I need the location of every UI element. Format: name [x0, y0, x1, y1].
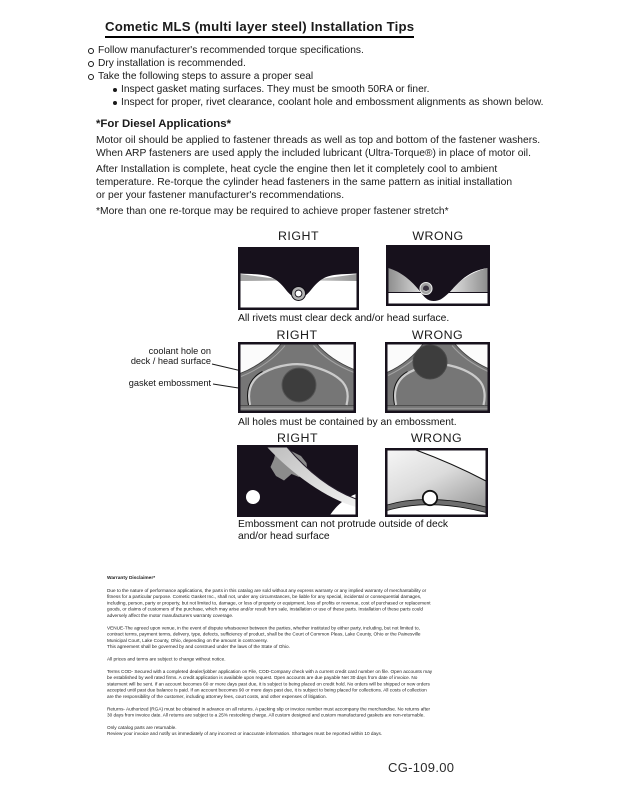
figure3-wrong-label: WRONG	[410, 431, 463, 445]
text-line: are the responsibility of the customer, including attorney fees, court costs, and other expenses of litigation.	[107, 693, 327, 699]
dot-bullet-icon	[113, 88, 117, 92]
annotation-gasket-embossment	[100, 378, 211, 388]
text-line: After Installation is complete, heat cycle the engine then let it completely cool to ambient	[96, 164, 498, 175]
text-line: VENUE-The agreed upon venue, in the event of dispute whatsoever between the parties, whether instituted by either party, including, but not limited to,	[107, 624, 420, 631]
text-line: All prices and terms are subject to change without notice.	[107, 655, 226, 662]
text-line: When ARP fasteners are used apply the included lubricant (Ultra-Torque®) in place of motor oil.	[96, 148, 531, 159]
text-line: accepted until past due balance is paid. If an account becomes 90 or more days past due, it is subject to being placed for collections. All costs of collection	[107, 687, 427, 693]
bolt-hole	[423, 491, 437, 505]
bullet-item	[88, 45, 543, 58]
text-line: Due to the nature of performance applications, the parts in this catalog are sold without any express warranty or any implied warranty of merchantability or	[107, 587, 427, 593]
text-line: Municipal Court, Lake County, Ohio, depending on the amount in controversy.	[107, 637, 268, 643]
figure1-right-label: RIGHT	[277, 229, 320, 243]
terms-cod-paragraph	[107, 668, 522, 699]
bullet-text: Inspect gasket mating surfaces. They must be smooth 50RA or finer.	[121, 83, 430, 95]
diagram-rivet-clearance-wrong	[386, 245, 490, 306]
text-line: temperature. Re-torque the cylinder head fasteners in the same pattern as initial installation	[96, 177, 513, 188]
figure3-right-label: RIGHT	[276, 431, 319, 445]
text-line: statement will be sent. If an account becomes 60 or more days past due, it is subject to being placed on credit hold. No orders will be shipped or new orders	[107, 680, 430, 687]
diagram-embossment-right	[238, 342, 356, 413]
text-line: 30 days from invoice date. All returns are subject to a 25% restocking charge. All custom designed and custom manufactured gaskets are non-returnable.	[107, 712, 425, 718]
figure2-right-label: RIGHT	[276, 328, 318, 342]
coolant-hole	[282, 368, 316, 402]
venue-paragraph	[107, 625, 522, 650]
sub-bullet-item	[88, 97, 543, 110]
diagram-protrusion-wrong	[385, 448, 488, 517]
bullet-text: Dry installation is recommended.	[98, 57, 246, 69]
text-line: including, person, party or property, but not limited to, damage, or loss of property or equipment, loss of profits or revenue, cost of purchased or replacement	[107, 599, 431, 606]
annotation-text: deck / head surface	[130, 356, 211, 367]
annotation-text: coolant hole on	[148, 346, 211, 356]
page-code: CG-109.00	[388, 760, 455, 775]
text-line: Returns- Authorized (RGA) must be obtained in advance on all returns. A packing slip or invoice number must accompany the merchandise. No returns after	[107, 705, 431, 712]
bullet-text: Inspect for proper, rivet clearance, coolant hole and embossment alignments as shown below.	[121, 96, 544, 108]
text-line: fitness for a particular purpose. Cometic Gasket Inc., shall not, under any circumstances, be liable for any special, incidental or consequential damages,	[107, 593, 422, 600]
text-line: Review your invoice and notify us immediately of any incorrect or inaccurate information. Shortages must be reported within 10 days.	[107, 730, 383, 737]
warranty-disclaimer-block	[107, 575, 522, 737]
circle-bullet-icon	[88, 48, 94, 54]
bolt-hole	[246, 490, 260, 504]
caption-line: and/or head surface	[238, 530, 330, 542]
circle-bullet-icon	[88, 61, 94, 67]
diagram-embossment-wrong	[385, 342, 490, 413]
diagram-protrusion-right	[237, 445, 358, 517]
figure2-wrong-label: WRONG	[411, 328, 464, 342]
caption-line: Embossment can not protrude outside of deck	[238, 519, 449, 530]
bullet-text: Take the following steps to assure a proper seal	[98, 70, 314, 82]
text-line: or per your fastener manufacturer's recommendations.	[96, 190, 345, 201]
text-line: This agreement shall be governed by and construed under the laws of the State of Ohio.	[107, 643, 290, 650]
page-title: Cometic MLS (multi layer steel) Installation Tips	[105, 19, 414, 38]
text-line: Motor oil should be applied to fastener threads as well as top and bottom of the fastener washers.	[96, 135, 541, 146]
bullet-item	[88, 58, 543, 71]
returns-paragraph	[107, 706, 522, 719]
bullet-text: Follow manufacturer's recommended torque specifications.	[98, 45, 364, 56]
coolant-hole	[413, 345, 447, 379]
figure1-wrong-label: WRONG	[412, 229, 464, 243]
dot-bullet-icon	[113, 101, 117, 105]
diesel-paragraph-2	[96, 163, 512, 202]
bullet-item	[88, 71, 543, 84]
diesel-applications-heading: *For Diesel Applications*	[96, 118, 232, 130]
diesel-paragraph-1	[96, 134, 540, 160]
warranty-paragraph	[107, 587, 522, 618]
sub-bullet-item	[88, 84, 543, 97]
annotation-coolant-hole	[100, 346, 211, 367]
text-line: contract terms, payment terms, delivery, type, defects, sufficiency of product, shall be the Court of Common Pleas, Lake County, Ohio or the Painesville	[107, 631, 421, 637]
catalog-returns-paragraph	[107, 724, 522, 737]
text-line: adversely affect the motor manufacturers warranty coverage.	[107, 612, 234, 618]
figure3-caption	[238, 519, 448, 542]
text-line: goods, or claims of customers of the purchase, which may arise and/or result from sale, installation or use of these parts. Installation of these parts could	[107, 606, 424, 612]
text-line: be established by well rated firms. A credit application is available upon request. Open accounts are due payable Net 30 days from date of invoice. No	[107, 674, 418, 681]
prices-paragraph	[107, 656, 522, 662]
retorque-note: *More than one re-torque may be required to achieve proper fastener stretch*	[96, 206, 449, 217]
text-line: Only catalog parts are returnable.	[107, 724, 177, 730]
figure1-caption: All rivets must clear deck and/or head surface.	[238, 313, 450, 324]
warranty-heading: Warranty Disclaimer*	[107, 575, 156, 581]
text-line: Terms COD- Secured with a completed dealer/jobber application on File, COD-Company check with a current credit card number on file. Open accounts may	[107, 668, 433, 674]
figure2-caption: All holes must be contained by an embossment.	[238, 417, 457, 428]
annotation-text: gasket embossment	[128, 378, 211, 388]
circle-bullet-icon	[88, 74, 94, 80]
bullet-list	[88, 45, 543, 110]
diagram-rivet-clearance-right	[238, 247, 359, 310]
